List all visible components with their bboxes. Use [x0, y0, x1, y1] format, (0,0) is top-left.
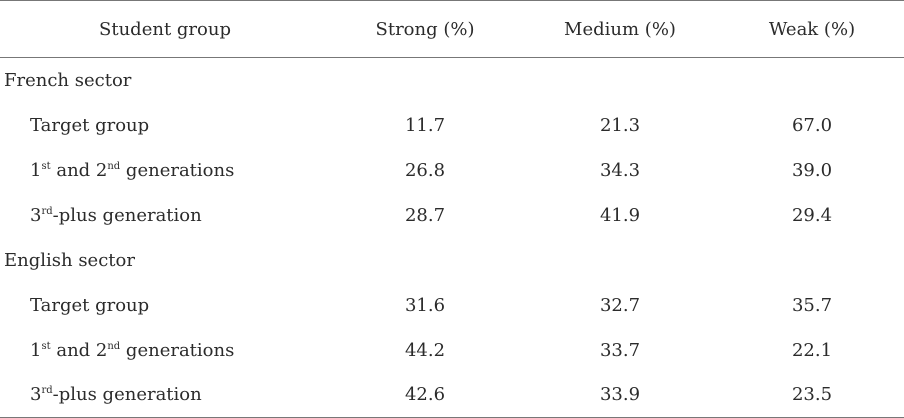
table-row: [0, 148, 904, 193]
row-label: 3rd-plus generation: [30, 204, 202, 226]
cell-medium: 33.9: [520, 373, 720, 418]
row-label: 1st and 2nd generations: [30, 159, 235, 181]
cell-weak: 22.1: [791, 339, 833, 361]
cell-medium: 34.3: [599, 159, 641, 181]
header-weak: Weak (%): [720, 1, 904, 58]
table-row: [0, 328, 904, 373]
section-row-english: [0, 238, 904, 283]
section-title: French sector: [4, 69, 132, 91]
table-header-row: [0, 1, 904, 58]
header-medium: Medium (%): [520, 1, 720, 58]
cell-weak: 67.0: [791, 114, 833, 136]
cell-medium: 33.7: [599, 339, 641, 361]
cell-strong: 26.8: [404, 159, 446, 181]
row-label: Target group: [30, 294, 150, 316]
row-label: 3rd-plus generation: [0, 373, 330, 418]
section-row-french: [0, 58, 904, 103]
section-title: English sector: [4, 249, 135, 271]
cell-weak: 39.0: [791, 159, 833, 181]
cell-weak: 23.5: [720, 373, 904, 418]
cell-strong: 31.6: [404, 294, 446, 316]
table-row: [0, 373, 904, 418]
cell-strong: 11.7: [404, 114, 446, 136]
cell-strong: 44.2: [404, 339, 446, 361]
row-label: 1st and 2nd generations: [30, 339, 235, 361]
cell-strong: 28.7: [404, 204, 446, 226]
header-strong: Strong (%): [330, 1, 520, 58]
cell-medium: 21.3: [599, 114, 641, 136]
header-student-group: Student group: [0, 1, 330, 58]
row-label: Target group: [30, 114, 150, 136]
cell-medium: 32.7: [599, 294, 641, 316]
cell-weak: 35.7: [791, 294, 833, 316]
cell-weak: 29.4: [791, 204, 833, 226]
table-row: [0, 283, 904, 328]
table-row: [0, 103, 904, 148]
cell-strong: 42.6: [330, 373, 520, 418]
table-row: [0, 193, 904, 238]
cell-medium: 41.9: [599, 204, 641, 226]
